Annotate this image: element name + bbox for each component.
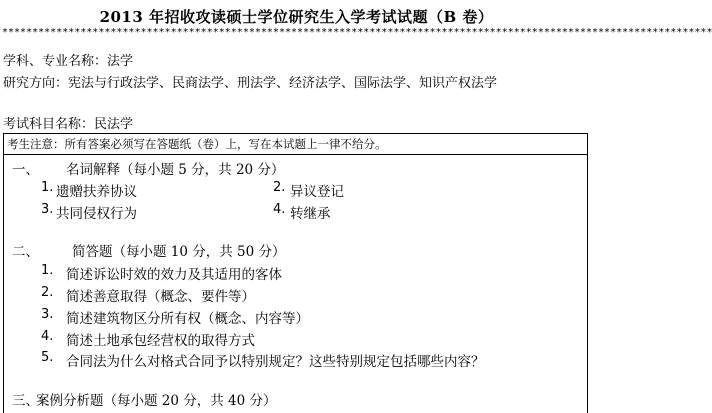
star-divider: ********************************************************************************************************************** [2,27,712,38]
question-box [3,133,588,413]
s2-item-3-text: 简述建筑物区分所有权（概念、内容等） [66,311,309,327]
s1-item-4-text: 转继承 [290,206,331,222]
notice-row: 考生注意：所有答案必须写在答题纸（卷）上，写在本试题上一律不给分。 [4,134,587,155]
s1-item-2-number: 2. [273,180,286,195]
s2-item-1-number: 1. [41,263,54,278]
exam-title: 2013 年招收攻读硕士学位研究生入学考试试题（B 卷） [99,8,494,26]
major-line: 学科、专业名称：法学 [3,54,134,69]
section-1-title: 名词解释（每小题 5 分，共 20 分） [66,162,285,178]
s2-item-3-number: 3. [41,307,54,322]
s2-item-1-text: 简述诉讼时效的效力及其适用的客体 [66,267,282,283]
s2-item-5-number: 5. [41,350,54,365]
s1-item-3-text: 共同侵权行为 [56,206,137,222]
s2-item-2-number: 2. [41,285,54,300]
s1-item-4-number: 4. [273,202,286,217]
subject-line: 考试科目名称：民法学 [3,117,134,132]
s2-item-4-text: 简述土地承包经营权的取得方式 [66,333,255,349]
s1-item-1-number: 1. [41,180,54,195]
section-1-number: 一、 [12,162,39,178]
section-3-title: 案例分析题（每小题 20 分，共 40 分） [36,393,277,409]
s1-item-3-number: 3. [41,202,54,217]
section-2-number: 二、 [12,244,39,260]
section-3-number: 三、 [12,393,39,409]
s1-item-2-text: 异议登记 [290,184,344,200]
s2-item-5-text: 合同法为什么对格式合同予以特别规定？这些特别规定包括哪些内容？ [66,354,485,370]
directions-line: 研究方向：宪法与行政法学、民商法学、刑法学、经济法学、国际法学、知识产权法学 [3,76,498,91]
s2-item-4-number: 4. [41,329,54,344]
s1-item-1-text: 遗赠扶养协议 [56,184,137,200]
section-2-title: 简答题（每小题 10 分，共 50 分） [72,244,286,260]
s2-item-2-text: 简述善意取得（概念、要件等） [66,289,255,305]
